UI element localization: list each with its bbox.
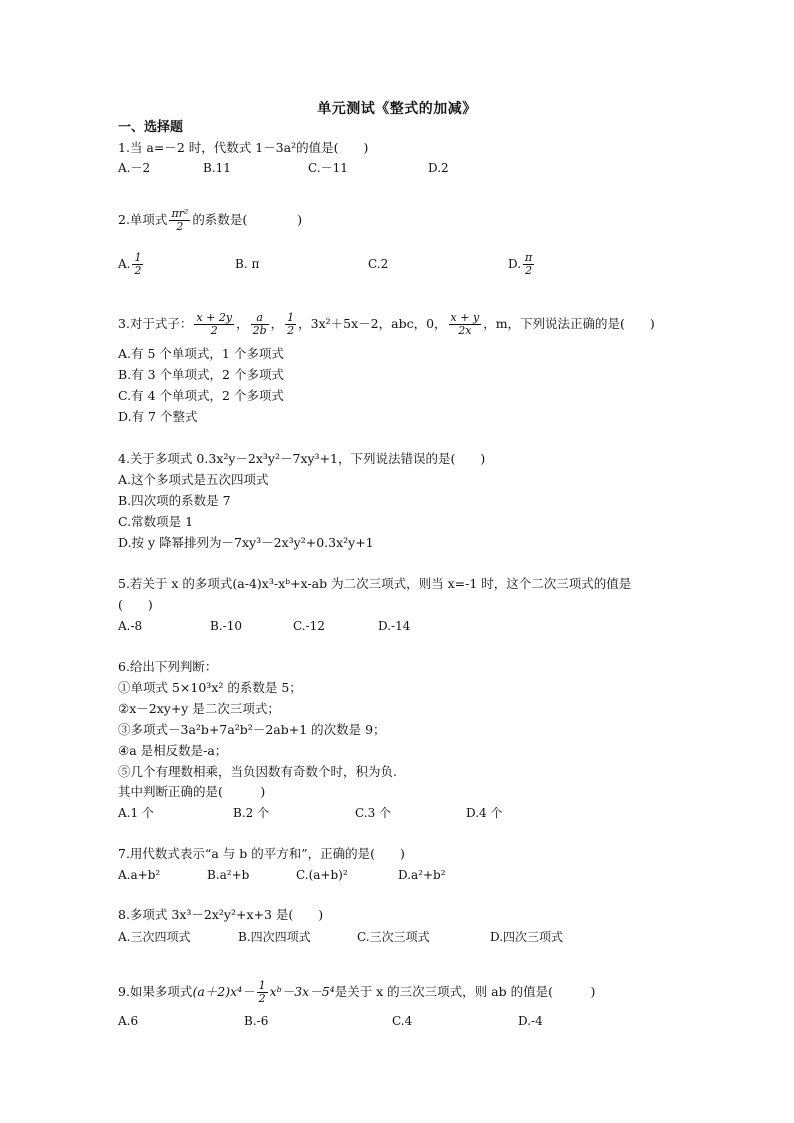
q9-expression-2: xᵇ－3x－5⁴ xyxy=(269,984,335,999)
q3-f2-num: a xyxy=(251,312,269,325)
question-2-stem xyxy=(118,208,302,233)
q3-option-b: B.有 3 个单项式，2 个多项式 xyxy=(118,367,284,382)
q2-option-d-den: 2 xyxy=(525,264,533,277)
question-6-stem: 6.给出下列判断： xyxy=(118,659,218,674)
q6-option-a: A.1 个 xyxy=(118,806,154,820)
q8-option-a: A.三次四项式 xyxy=(118,930,191,944)
q2-option-a-num: 1 xyxy=(134,251,142,264)
q9-option-a: A.6 xyxy=(118,1014,139,1028)
q2-frac-num: πr² xyxy=(171,207,189,220)
question-8-stem: 8.多项式 3x³－2x²y²+x+3 是( ) xyxy=(118,907,324,922)
q6-item-5: ⑤几个有理数相乘，当负因数有奇数个时，积为负. xyxy=(118,764,397,779)
question-5-stem-cont: ( ) xyxy=(118,597,153,612)
q8-option-c: C.三次三项式 xyxy=(357,930,430,944)
q9-suffix: 是关于 x 的三次三项式，则 ab 的值是( ) xyxy=(334,984,596,999)
question-1-stem: 1.当 a=－2 时，代数式 1－3a²的值是( ) xyxy=(118,140,369,155)
q2-prefix: 2.单项式 xyxy=(118,212,168,227)
q6-item-2: ②x－2xy+y 是二次三项式； xyxy=(118,701,280,716)
q3-f2-den: 2b xyxy=(252,324,267,337)
q9-option-d: D.-4 xyxy=(518,1014,543,1028)
q3-suffix: ，m，下列说法正确的是( ) xyxy=(483,316,655,331)
q2-frac-den: 2 xyxy=(176,220,184,233)
q2-option-a-label: A. xyxy=(118,257,131,271)
question-9-stem xyxy=(118,980,595,1005)
q2-option-d-fraction xyxy=(523,252,534,277)
q7-option-a: A.a+b² xyxy=(118,868,161,882)
q4-option-d: D.按 y 降幂排列为－7xy³－2x³y²+0.3x²y+1 xyxy=(118,535,374,550)
q2-option-a xyxy=(118,252,145,277)
q8-option-d: D.四次三项式 xyxy=(490,930,564,944)
q3-f1-den: 2 xyxy=(210,324,218,337)
q9-expression-1: (a＋2)x⁴－ xyxy=(192,984,255,999)
q3-f1-num: x + 2y xyxy=(196,311,233,324)
q2-option-c: C.2 xyxy=(368,257,389,271)
q9-fraction xyxy=(257,980,268,1005)
q2-suffix: 的系数是( ) xyxy=(192,212,303,227)
q3-fraction-1 xyxy=(194,312,234,337)
q3-option-c: C.有 4 个单项式，2 个多项式 xyxy=(118,388,284,403)
q1-option-b: B.11 xyxy=(203,161,231,175)
q1-option-a: A.－2 xyxy=(118,161,151,175)
q2-option-d xyxy=(508,252,536,277)
q3-option-a: A.有 5 个单项式，1 个多项式 xyxy=(118,346,284,361)
q3-sep-2: ， xyxy=(270,316,284,331)
q2-option-b: B. π xyxy=(235,257,260,271)
q3-f4-den: 2x xyxy=(458,324,472,337)
q6-item-1: ①单项式 5×10³x² 的系数是 5； xyxy=(118,680,302,695)
q9-option-c: C.4 xyxy=(392,1014,413,1028)
question-4-stem: 4.关于多项式 0.3x²y－2x³y²－7xy³+1，下列说法错误的是( ) xyxy=(118,451,486,466)
q2-option-d-num: π xyxy=(525,251,533,264)
q9-option-b: B.-6 xyxy=(244,1014,269,1028)
q7-option-d: D.a²+b² xyxy=(398,868,446,882)
q9-prefix: 9.如果多项式 xyxy=(118,984,193,999)
q3-mid: ，3x²＋5x－2，abc，0， xyxy=(298,316,447,331)
q4-option-b: B.四次项的系数是 7 xyxy=(118,493,231,508)
q2-option-a-fraction xyxy=(132,252,143,277)
q2-option-d-label: D. xyxy=(508,257,522,271)
question-7-stem: 7.用代数式表示“a 与 b 的平方和”，正确的是( ) xyxy=(118,846,405,861)
q7-option-c: C.(a+b)² xyxy=(296,868,348,882)
q4-option-c: C.常数项是 1 xyxy=(118,514,194,529)
question-3-stem xyxy=(118,312,655,337)
q5-option-c: C.-12 xyxy=(293,619,325,633)
q3-f4-num: x + y xyxy=(450,311,480,324)
q8-option-b: B.四次四项式 xyxy=(238,930,311,944)
q9-frac-num: 1 xyxy=(258,979,266,992)
q1-option-d: D.2 xyxy=(428,161,449,175)
q3-fraction-4 xyxy=(449,312,482,337)
q6-option-d: D.4 个 xyxy=(466,806,503,820)
question-5-stem: 5.若关于 x 的多项式(a-4)x³-xᵇ+x-ab 为二次三项式，则当 x=-1 时，这个二次三项式的值是 xyxy=(118,576,632,591)
q6-item-3: ③多项式－3a²b+7a²b²－2ab+1 的次数是 9； xyxy=(118,722,386,737)
section-heading: 一、选择题 xyxy=(118,120,184,135)
q6-option-c: C.3 个 xyxy=(355,806,392,820)
q5-option-d: D.-14 xyxy=(378,619,411,633)
q6-option-b: B.2 个 xyxy=(233,806,270,820)
q3-f3-den: 2 xyxy=(287,324,295,337)
q2-option-a-den: 2 xyxy=(134,264,142,277)
q5-option-b: B.-10 xyxy=(210,619,242,633)
q3-f3-num: 1 xyxy=(287,311,295,324)
q3-option-d: D.有 7 个整式 xyxy=(118,409,198,424)
q4-option-a: A.这个多项式是五次四项式 xyxy=(118,472,269,487)
q2-fraction xyxy=(169,208,190,233)
q7-option-b: B.a²+b xyxy=(207,868,250,882)
q9-frac-den: 2 xyxy=(258,992,266,1005)
q3-fraction-3 xyxy=(285,312,296,337)
page-title: 单元测试《整式的加减》 xyxy=(317,101,477,117)
q6-item-4: ④a 是相反数是-a； xyxy=(118,743,228,758)
q6-ask: 其中判断正确的是( ) xyxy=(118,784,266,799)
q3-prefix: 3.对于式子： xyxy=(118,316,193,331)
q5-option-a: A.-8 xyxy=(118,619,143,633)
q3-fraction-2 xyxy=(251,312,269,337)
q1-option-c: C.－11 xyxy=(308,161,348,175)
q3-sep-1: ， xyxy=(236,316,249,331)
